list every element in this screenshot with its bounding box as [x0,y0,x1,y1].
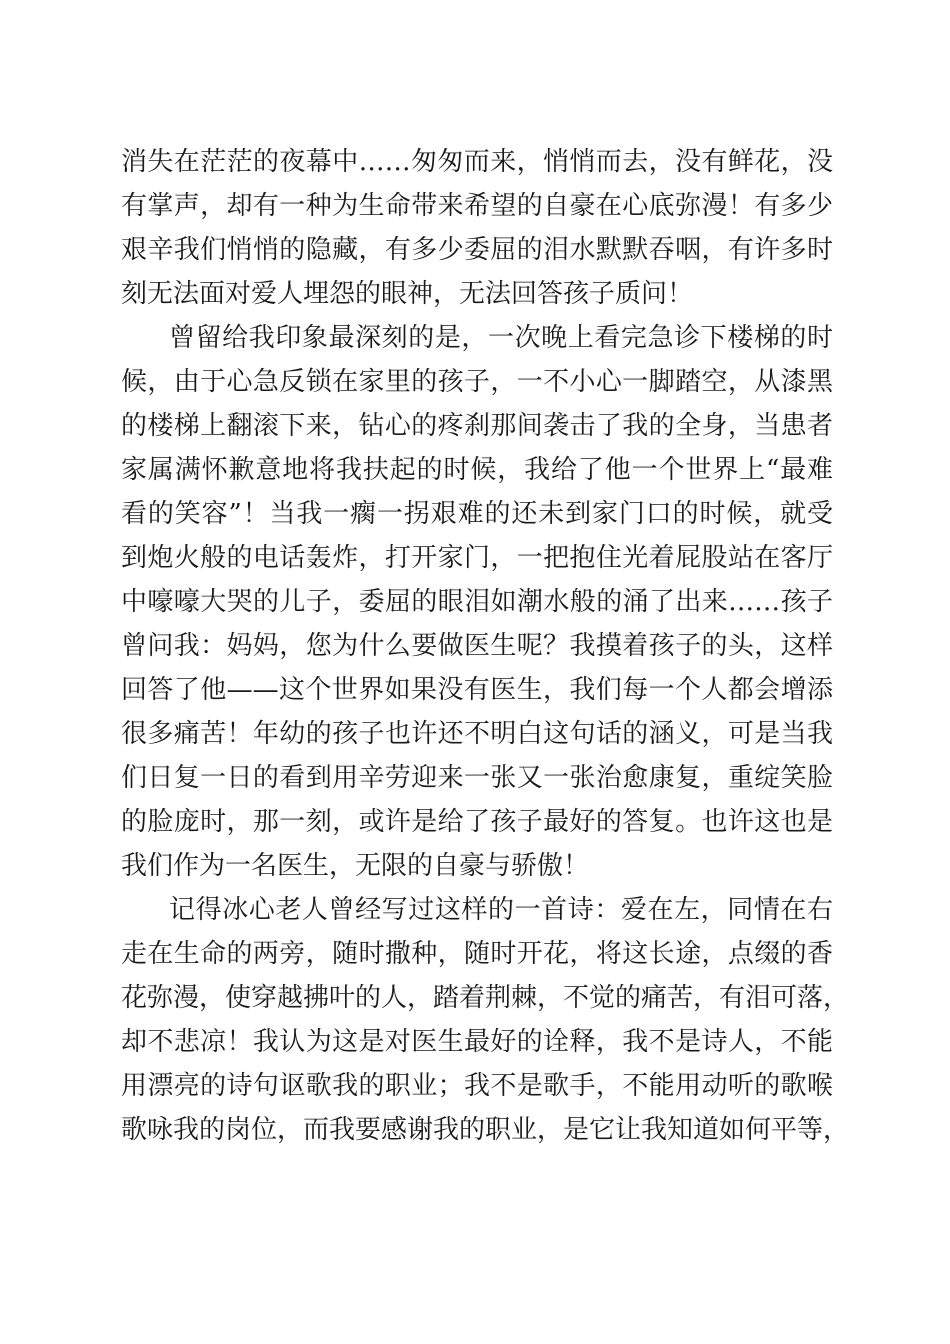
text-line: 看的笑容”！当我一瘸一拐艰难的还未到家门口的时候，就受 [121,499,833,529]
text-line: 们日复一日的看到用辛劳迎来一张又一张治愈康复，重绽笑脸 [121,763,833,793]
text-line: 我们作为一名医生，无限的自豪与骄傲！ [121,851,590,881]
text-line: 家属满怀歉意地将我扶起的时候，我给了他一个世界上“最难 [121,455,833,485]
text-line: 中嚎嚎大哭的儿子，委屈的眼泪如潮水般的涌了出来……孩子 [121,587,833,617]
paragraph-first-line: 曾留给我印象最深刻的是，一次晚上看完急诊下楼梯的时 [169,323,833,353]
text-line: 刻无法面对爱人埋怨的眼神，无法回答孩子质问！ [121,279,694,309]
text-line: 有掌声，却有一种为生命带来希望的自豪在心底弥漫！有多少 [121,191,833,221]
text-line: 的楼梯上翻滚下来，钻心的疼刹那间袭击了我的全身，当患者 [121,411,833,441]
text-line: 曾问我：妈妈，您为什么要做医生呢？我摸着孩子的头，这样 [121,631,833,661]
text-line: 走在生命的两旁，随时撒种，随时开花，将这长途，点缀的香 [121,939,833,969]
text-line: 到炮火般的电话轰炸，打开家门，一把抱住光着屁股站在客厅 [121,543,833,573]
paragraph-first-line: 记得冰心老人曾经写过这样的一首诗：爱在左，同情在右 [169,895,833,925]
text-line: 候，由于心急反锁在家里的孩子，一不小心一脚踏空，从漆黑 [121,367,833,397]
text-line: 的脸庞时，那一刻，或许是给了孩子最好的答复。也许这也是 [121,807,833,837]
text-line: 回答了他——这个世界如果没有医生，我们每一个人都会增添 [121,675,833,705]
text-line: 很多痛苦！年幼的孩子也许还不明白这句话的涵义，可是当我 [121,719,833,749]
text-line: 花弥漫，使穿越拂叶的人，踏着荆棘，不觉的痛苦，有泪可落， [121,983,850,1013]
text-line: 却不悲凉！我认为这是对医生最好的诠释，我不是诗人，不能 [121,1027,833,1057]
text-line: 用漂亮的诗句讴歌我的职业；我不是歌手，不能用动听的歌喉 [121,1071,833,1101]
text-line: 消失在茫茫的夜幕中……匆匆而来，悄悄而去，没有鲜花，没 [121,147,833,177]
text-line: 艰辛我们悄悄的隐藏，有多少委屈的泪水默默吞咽，有许多时 [121,235,833,265]
text-line: 歌咏我的岗位，而我要感谢我的职业，是它让我知道如何平等， [121,1115,850,1145]
